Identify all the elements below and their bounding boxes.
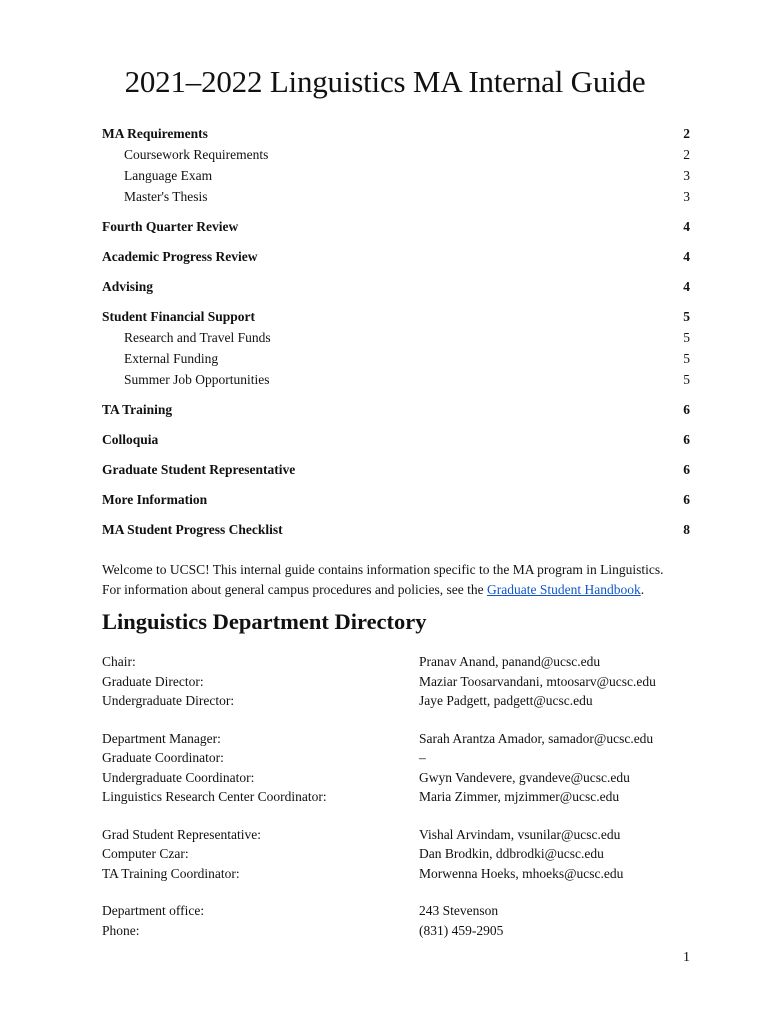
intro-line-1: Welcome to UCSC! This internal guide contains information specific to the MA program in Linguistics. — [102, 562, 664, 577]
directory-role: Undergraduate Director: — [102, 693, 235, 708]
toc-entry-label: Graduate Student Representative — [102, 462, 296, 477]
directory-row — [102, 844, 702, 864]
directory-role: Chair: — [102, 654, 136, 669]
toc-entry-page: 2 — [683, 147, 690, 162]
toc-entry-label: Master's Thesis — [124, 189, 208, 204]
toc-section-entry[interactable] — [102, 459, 690, 480]
toc-entry-page: 6 — [683, 462, 690, 477]
toc-section-entry[interactable] — [102, 306, 690, 327]
toc-entry-page: 2 — [683, 126, 690, 141]
toc-entry-label: Academic Progress Review — [102, 249, 258, 264]
directory-group — [102, 652, 702, 711]
toc-entry-page: 4 — [683, 279, 690, 294]
toc-section-entry[interactable] — [102, 123, 690, 144]
toc-entry-page: 8 — [683, 522, 690, 537]
directory-contact: Gwyn Vandevere, gvandeve@ucsc.edu — [419, 769, 630, 785]
directory-contact: Maziar Toosarvandani, mtoosarv@ucsc.edu — [419, 673, 656, 689]
directory-role: Graduate Director: — [102, 673, 204, 689]
directory-row — [102, 921, 702, 941]
directory-role: Linguistics Research Center Coordinator: — [102, 789, 327, 804]
toc-section-entry[interactable] — [102, 216, 690, 237]
toc-entry-label: Language Exam — [124, 168, 213, 183]
directory-contact: Sarah Arantza Amador, samador@ucsc.edu — [419, 730, 654, 746]
directory-group — [102, 825, 702, 884]
toc-entry-label: MA Requirements — [102, 126, 208, 141]
directory-row — [102, 652, 702, 672]
toc-subsection-entry[interactable] — [102, 348, 690, 369]
toc-entry-label: Student Financial Support — [102, 309, 256, 324]
toc-entry-label: TA Training — [102, 402, 173, 417]
toc-section-entry[interactable] — [102, 519, 690, 540]
toc-entry-page: 6 — [683, 402, 690, 417]
intro-line-2-text: For information about general campus procedures and policies, see the — [102, 581, 488, 597]
toc-entry-page: 5 — [683, 372, 690, 387]
directory-row — [102, 787, 702, 807]
toc-entry-label: Research and Travel Funds — [124, 330, 271, 345]
toc-entry-page: 6 — [683, 492, 690, 507]
intro-line-2-end: . — [640, 581, 645, 597]
toc-entry-label: Advising — [102, 279, 154, 294]
directory-contact: Morwenna Hoeks, mhoeks@ucsc.edu — [419, 865, 624, 881]
toc-section-entry[interactable] — [102, 489, 690, 510]
directory-row — [102, 672, 702, 692]
toc-subsection-entry[interactable] — [102, 186, 690, 207]
directory-role: Computer Czar: — [102, 846, 189, 861]
toc-entry-label: Summer Job Opportunities — [124, 372, 270, 387]
graduate-student-handbook-link[interactable]: Graduate Student Handbook — [487, 581, 641, 597]
directory-contact: (831) 459-2905 — [419, 922, 504, 938]
directory-group — [102, 901, 702, 940]
toc-subsection-entry[interactable] — [102, 369, 690, 390]
toc-entry-page: 3 — [683, 168, 690, 183]
directory-contact: Jaye Padgett, padgett@ucsc.edu — [419, 693, 593, 708]
toc-entry-page: 6 — [683, 432, 690, 447]
toc-entry-page: 5 — [683, 351, 690, 366]
document-title: 2021–2022 Linguistics MA Internal Guide — [124, 64, 646, 99]
toc-section-entry[interactable] — [102, 399, 690, 420]
toc-subsection-entry[interactable] — [102, 165, 690, 186]
directory-role: Phone: — [102, 922, 140, 938]
toc-section-entry[interactable] — [102, 429, 690, 450]
toc-entry-label: Coursework Requirements — [124, 147, 269, 162]
intro-paragraph — [102, 560, 692, 599]
toc-subsection-entry[interactable] — [102, 144, 690, 165]
directory-contact: Pranav Anand, panand@ucsc.edu — [419, 654, 601, 669]
directory-row — [102, 825, 702, 845]
directory-role: Department office: — [102, 903, 205, 918]
page-number: 1 — [683, 950, 690, 965]
directory-contact: Maria Zimmer, mjzimmer@ucsc.edu — [419, 789, 620, 804]
directory-role: Graduate Coordinator: — [102, 750, 224, 765]
directory-row — [102, 729, 702, 749]
toc-entry-label: External Funding — [124, 351, 219, 366]
directory-role: Department Manager: — [102, 730, 221, 746]
toc-entry-label: Colloquia — [102, 432, 159, 447]
directory-role: TA Training Coordinator: — [102, 865, 240, 881]
table-of-contents — [102, 123, 690, 540]
directory-group — [102, 729, 702, 807]
toc-entry-label: MA Student Progress Checklist — [102, 522, 283, 537]
directory-contact: Dan Brodkin, ddbrodki@ucsc.edu — [419, 846, 604, 861]
toc-entry-page: 5 — [683, 330, 690, 345]
directory-row — [102, 864, 702, 884]
directory-row — [102, 748, 702, 768]
directory-role: Grad Student Representative: — [102, 826, 261, 842]
directory-role: Undergraduate Coordinator: — [102, 769, 255, 785]
toc-entry-page: 4 — [683, 219, 690, 234]
toc-entry-page: 3 — [683, 189, 690, 204]
directory-contact: Vishal Arvindam, vsunilar@ucsc.edu — [419, 826, 621, 842]
directory-row — [102, 901, 702, 921]
toc-entry-label: Fourth Quarter Review — [102, 219, 239, 234]
department-directory — [102, 652, 702, 958]
directory-contact: – — [419, 750, 426, 765]
toc-entry-page: 4 — [683, 249, 690, 264]
directory-contact: 243 Stevenson — [419, 903, 499, 918]
toc-entry-page: 5 — [683, 309, 690, 324]
directory-row — [102, 691, 702, 711]
directory-row — [102, 768, 702, 788]
toc-subsection-entry[interactable] — [102, 327, 690, 348]
directory-heading: Linguistics Department Directory — [102, 609, 427, 634]
toc-section-entry[interactable] — [102, 276, 690, 297]
toc-entry-label: More Information — [102, 492, 208, 507]
toc-section-entry[interactable] — [102, 246, 690, 267]
